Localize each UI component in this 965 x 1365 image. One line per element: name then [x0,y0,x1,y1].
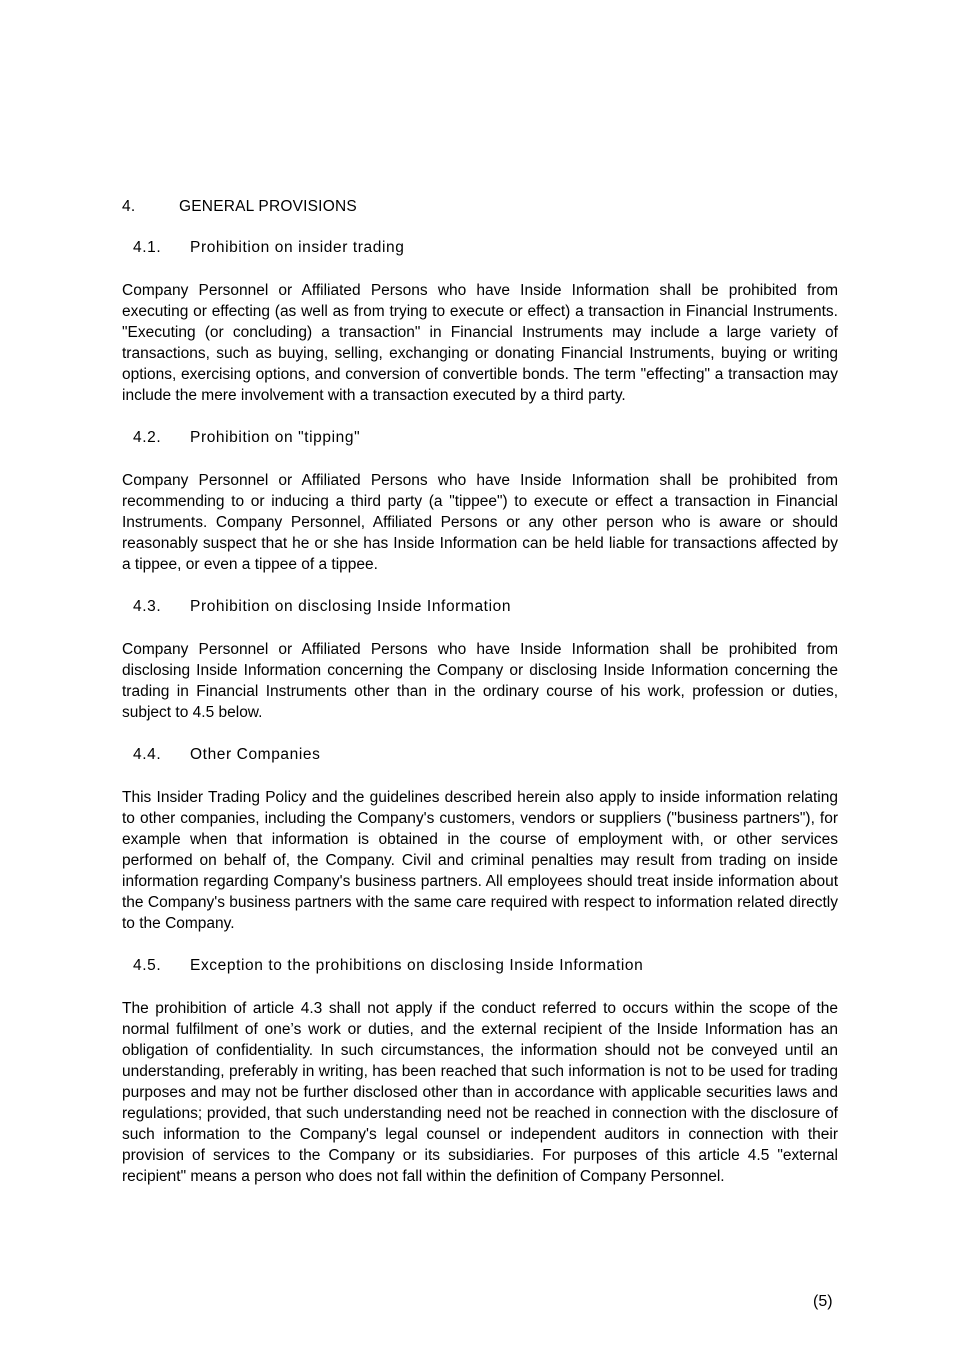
section-number: 4. [122,198,136,215]
page-number: (5) [813,1293,833,1310]
subsection-number: 4.4. [133,746,162,763]
subsection-number: 4.3. [133,598,162,615]
subsection-title: Exception to the prohibitions on disclosing Inside Information [190,957,644,974]
subsection-body-4-3: Company Personnel or Affiliated Persons who have Inside Information shall be prohibited from disclosing Inside Information concerning the Company or disclosing Inside Information concerning the trading in Financial Instruments other than in the ordinary course of his work, profession or duties, subject to 4.5 below. [122,641,838,721]
subsection-body-4-1: Company Personnel or Affiliated Persons who have Inside Information shall be prohibited from executing or effecting (as well as from trying to execute or effect) a transaction in Financial Instruments. "Executing (or concluding) a transaction" in Financial Instruments may include a large variety of transactions, such as buying, selling, exchanging or donating Financial Instruments, buying or writing options, exercising options, and conversion of convertible bonds. The term "effecting" a transaction may include the mere involvement with a transaction executed by a third party. [122,282,838,404]
subsection-title: Other Companies [190,746,321,763]
subsection-heading-4-3 [133,596,838,617]
section-title: GENERAL PROVISIONS [179,198,357,215]
subsection-body-4-5: The prohibition of article 4.3 shall not apply if the conduct referred to occurs within the scope of the normal fulfilment of one’s work or duties, and the external recipient of the Inside Information has an obligation of confidentiality. In such circumstances, the information should not be conveyed until an understanding, preferably in writing, has been reached that such information is not to be used for trading purposes and may not be further disclosed other than in accordance with applicable securities laws and regulations; provided, that such understanding need not be reached in connection with the disclosure of such information to the Company's legal counsel or independent auditors in connection with their provision of services to the Company or its subsidiaries. For purposes of this article 4.5 "external recipient" means a person who does not fall within the definition of Company Personnel. [122,1000,838,1185]
subsection-heading-4-4 [133,744,838,765]
subsection-heading-4-2 [133,427,838,448]
subsection-title: Prohibition on disclosing Inside Information [190,598,512,615]
subsection-heading-4-5 [133,955,838,976]
subsection-body-4-2: Company Personnel or Affiliated Persons who have Inside Information shall be prohibited from recommending to or inducing a third party (a "tippee") to execute or effect a transaction in Financial Instruments. Company Personnel, Affiliated Persons or any other person who is aware or should reasonably suspect that he or she has Inside Information can be held liable for transactions affected by a tippee, or even a tippee of a tippee. [122,472,838,573]
subsection-title: Prohibition on "tipping" [190,429,361,446]
subsection-heading-4-1 [133,237,838,258]
section-heading [122,196,838,217]
subsection-number: 4.2. [133,429,162,446]
subsection-number: 4.5. [133,957,162,974]
subsection-body-4-4: This Insider Trading Policy and the guidelines described herein also apply to inside information relating to other companies, including the Company's customers, vendors or suppliers ("business partners"), for example when that information is obtained in the course of employment with, or other services performed on behalf of, the Company. Civil and criminal penalties may result from trading on inside information regarding Company's business partners. All employees should treat inside information about the Company's business partners with the same care required with respect to information related directly to the Company. [122,789,838,932]
document-page [122,196,838,1208]
subsection-title: Prohibition on insider trading [190,239,405,256]
subsection-number: 4.1. [133,239,162,256]
